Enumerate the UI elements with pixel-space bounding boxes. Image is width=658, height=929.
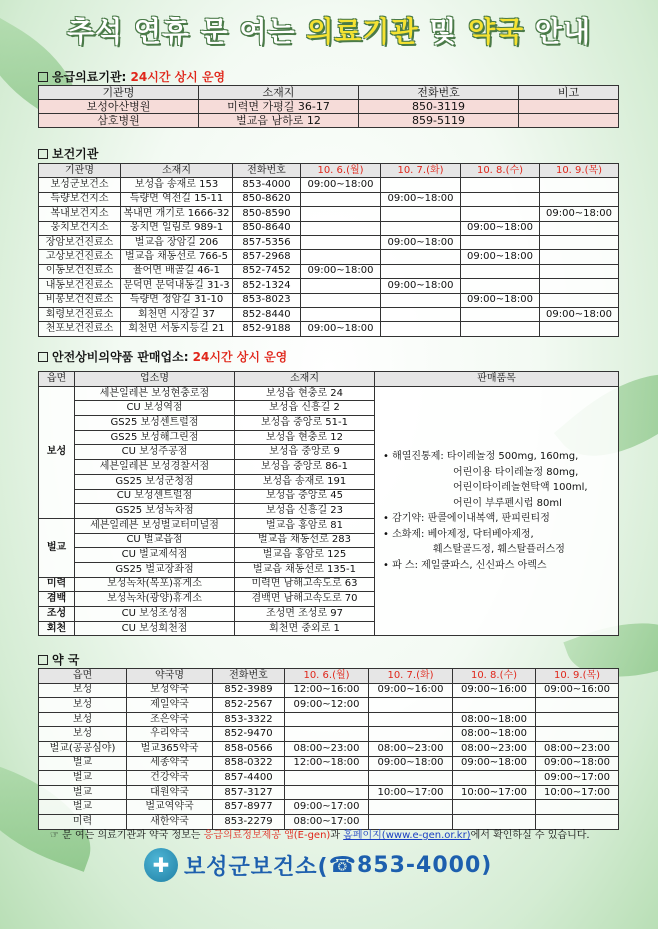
table-cell: 득량보건지소 [39, 192, 121, 206]
table-row [39, 683, 619, 698]
table-cell [369, 712, 453, 727]
title-highlight: 의료기관 [306, 15, 419, 48]
town-cell: 벌교 [39, 518, 75, 577]
table-cell [461, 322, 540, 336]
table-cell: 852-1324 [233, 279, 301, 293]
table-cell: 09:00~18:00 [381, 235, 461, 249]
table-cell: 10:00~17:00 [453, 785, 536, 800]
table-cell [285, 712, 369, 727]
table-cell [381, 293, 461, 307]
table-cell: 보성읍 송재로 153 [121, 178, 233, 192]
table-cell: 득량면 역전길 15-11 [121, 192, 233, 206]
emergency-table [38, 85, 619, 128]
table-cell: 09:00~18:00 [540, 207, 619, 221]
table-cell: 09:00~16:00 [369, 683, 453, 698]
table-cell [301, 279, 381, 293]
table-cell: 조은약국 [127, 712, 213, 727]
table-cell: 웅치면 일림로 989-1 [121, 221, 233, 235]
table-cell: 벌교365약국 [127, 741, 213, 756]
table-cell: CU 보성주공점 [75, 445, 235, 460]
table-row [39, 307, 619, 321]
table-cell [461, 192, 540, 206]
town-cell: 보성 [39, 386, 75, 518]
table-cell: 문덕면 문덕내동길 31-3 [121, 279, 233, 293]
table-cell: 857-4400 [213, 771, 285, 786]
checkbox-icon [38, 655, 48, 665]
table-cell [536, 800, 619, 815]
table-cell: 852-8440 [233, 307, 301, 321]
table-cell [301, 307, 381, 321]
title-part: 및 [418, 15, 469, 48]
table-cell [461, 235, 540, 249]
table-cell: 대원약국 [127, 785, 213, 800]
table-cell: 09:00~18:00 [536, 756, 619, 771]
column-header: 10. 6.(월) [285, 669, 369, 684]
table-cell: 850-8640 [233, 221, 301, 235]
section-heading-otc: 안전상비의약품 판매업소: 24시간 상시 운영 [38, 348, 287, 365]
table-row [39, 100, 619, 114]
table-cell: 857-5356 [233, 235, 301, 249]
table-cell: 벌교읍 남하로 12 [199, 114, 359, 128]
table-cell [540, 192, 619, 206]
table-cell [461, 264, 540, 278]
table-cell: 제일약국 [127, 698, 213, 713]
section-heading-emergency: 응급의료기관: 24시간 상시 운영 [38, 68, 225, 85]
table-cell: 853-8023 [233, 293, 301, 307]
table-cell: 08:00~18:00 [453, 712, 536, 727]
table-row [39, 264, 619, 278]
table-cell: 850-8590 [233, 207, 301, 221]
table-cell: 복내면 개기로 1666-32 [121, 207, 233, 221]
section-heading-health: 보건기관 [38, 145, 98, 162]
table-cell [369, 727, 453, 742]
title-part: 안내 [524, 15, 592, 48]
table-cell [285, 727, 369, 742]
column-header: 전화번호 [359, 86, 519, 100]
column-header: 기관명 [39, 86, 199, 100]
table-cell: 보성약국 [127, 683, 213, 698]
table-cell: GS25 벌교장좌점 [75, 562, 235, 577]
table-cell: 09:00~18:00 [301, 178, 381, 192]
table-cell: 보성아산병원 [39, 100, 199, 114]
table-cell: 미력면 가평길 36-17 [199, 100, 359, 114]
website-link[interactable]: 홈페이지(www.e-gen.or.kr) [343, 830, 471, 841]
table-cell: 09:00~16:00 [453, 683, 536, 698]
table-cell: 벌교 [39, 800, 127, 815]
table-cell: CU 벌교읍점 [75, 533, 235, 548]
table-cell: GS25 보성군청점 [75, 474, 235, 489]
otc-item: 훼스탈골드정, 훼스탈플러스정 [433, 544, 565, 556]
table-cell: CU 보성조성점 [75, 607, 235, 622]
footer: ✚ 보성군보건소( ☎853-4000 ) [144, 848, 492, 882]
otc-item: 어린이타이레놀현탁액 100ml, [453, 482, 588, 494]
health-center-logo-icon: ✚ [144, 848, 178, 882]
table-cell [461, 307, 540, 321]
table-cell: 859-5119 [359, 114, 519, 128]
table-cell: 벌교읍 채동선로 283 [235, 533, 375, 548]
info-note: ☞ 문 여는 의료기관과 약국 정보는 응급의료정보제공 앱(E-gen)과 홈페이지(www.e-gen.or.kr)에서 확인하실 수 있습니다. [50, 830, 590, 841]
table-cell: 회천면 시장길 37 [121, 307, 233, 321]
table-row [39, 250, 619, 264]
table-cell: 09:00~18:00 [540, 307, 619, 321]
table-cell [461, 207, 540, 221]
table-cell [301, 221, 381, 235]
table-cell [285, 785, 369, 800]
table-cell: 벌교읍 채동선로 766-5 [121, 250, 233, 264]
table-cell: 08:00~23:00 [453, 741, 536, 756]
table-cell [536, 698, 619, 713]
table-cell: 09:00~18:00 [381, 279, 461, 293]
column-header: 전화번호 [213, 669, 285, 684]
health-table [38, 163, 619, 337]
table-cell: 회령보건진료소 [39, 307, 121, 321]
table-cell: GS25 보성센트럴점 [75, 416, 235, 431]
table-cell [540, 221, 619, 235]
table-cell [540, 264, 619, 278]
table-row [39, 322, 619, 336]
table-cell: 삼호병원 [39, 114, 199, 128]
table-cell: 득량면 정암길 31-10 [121, 293, 233, 307]
pharmacy-table [38, 668, 619, 830]
table-cell: 852-9188 [233, 322, 301, 336]
column-header: 소재지 [199, 86, 359, 100]
table-cell: 09:00~18:00 [461, 293, 540, 307]
table-cell [461, 279, 540, 293]
column-header: 10. 7.(화) [381, 164, 461, 178]
column-header: 10. 8.(수) [453, 669, 536, 684]
table-cell: 858-0566 [213, 741, 285, 756]
column-header: 전화번호 [233, 164, 301, 178]
table-cell: 보성 [39, 698, 127, 713]
table-cell: 08:00~17:00 [285, 814, 369, 829]
column-header: 소재지 [235, 372, 375, 387]
table-cell: 08:00~18:00 [453, 727, 536, 742]
table-cell [301, 250, 381, 264]
table-cell: 보성녹차(목포)휴게소 [75, 577, 235, 592]
table-cell: 09:00~17:00 [285, 800, 369, 815]
table-cell: 보성읍 현충로 24 [235, 386, 375, 401]
table-cell: 09:00~18:00 [301, 322, 381, 336]
table-cell: 장암보건진료소 [39, 235, 121, 249]
table-row [39, 114, 619, 128]
table-cell: 보성읍 중앙로 86-1 [235, 460, 375, 475]
table-cell: 852-2567 [213, 698, 285, 713]
table-row [39, 235, 619, 249]
table-cell: 08:00~23:00 [536, 741, 619, 756]
table-row [39, 192, 619, 206]
table-cell [381, 178, 461, 192]
footer-name: 보성군보건소( [184, 854, 329, 880]
table-cell: 09:00~12:00 [285, 698, 369, 713]
table-cell: 천포보건진료소 [39, 322, 121, 336]
table-row [39, 386, 619, 401]
table-cell [453, 771, 536, 786]
table-cell [301, 192, 381, 206]
title-part: 추석 연휴 문 여는 [66, 15, 307, 48]
table-cell: 벌교읍 홍암로 125 [235, 548, 375, 563]
column-header: 소재지 [121, 164, 233, 178]
table-cell [381, 250, 461, 264]
checkbox-icon [38, 149, 48, 159]
table-cell [540, 250, 619, 264]
otc-item: 어린이용 타이레놀정 80mg, [453, 466, 579, 478]
table-cell [453, 698, 536, 713]
table-cell: 12:00~16:00 [285, 683, 369, 698]
column-header: 읍면 [39, 372, 75, 387]
table-row [39, 279, 619, 293]
table-cell [301, 207, 381, 221]
table-cell: 벌교 [39, 785, 127, 800]
table-cell: CU 보성센트럴점 [75, 489, 235, 504]
table-cell: 보성군보건소 [39, 178, 121, 192]
column-header: 읍면 [39, 669, 127, 684]
table-cell: GS25 보성녹차점 [75, 504, 235, 519]
table-cell: 09:00~17:00 [536, 771, 619, 786]
table-cell: 보성읍 중앙로 45 [235, 489, 375, 504]
table-cell [540, 279, 619, 293]
table-cell: 보성읍 신흥길 2 [235, 401, 375, 416]
table-cell: 852-3989 [213, 683, 285, 698]
table-cell [301, 293, 381, 307]
column-header: 10. 8.(수) [461, 164, 540, 178]
table-row [39, 727, 619, 742]
table-cell: 벌교읍 채동선로 135-1 [235, 562, 375, 577]
table-cell: 새한약국 [127, 814, 213, 829]
town-cell: 미력 [39, 577, 75, 592]
table-cell: 12:00~18:00 [285, 756, 369, 771]
table-cell: 벌교읍 장암길 206 [121, 235, 233, 249]
table-cell: CU 보성역점 [75, 401, 235, 416]
otc-item: 어린이 부루펜시럽 80ml [453, 497, 562, 509]
table-cell [540, 293, 619, 307]
table-cell [519, 100, 619, 114]
table-cell: 복내보건지소 [39, 207, 121, 221]
table-cell: 보성읍 송재로 191 [235, 474, 375, 489]
table-row [39, 756, 619, 771]
table-cell: 웅치보건지소 [39, 221, 121, 235]
table-cell [369, 698, 453, 713]
table-cell: 853-3322 [213, 712, 285, 727]
table-cell: 08:00~23:00 [369, 741, 453, 756]
column-header: 비고 [519, 86, 619, 100]
table-cell: 09:00~18:00 [461, 221, 540, 235]
town-cell: 조성 [39, 607, 75, 622]
page-title [0, 10, 658, 50]
table-cell: 벌교읍 홍암로 81 [235, 518, 375, 533]
otc-table [38, 371, 619, 636]
table-cell: 벌교(공공심야) [39, 741, 127, 756]
otc-items-list [375, 386, 619, 636]
table-cell [540, 235, 619, 249]
town-cell: 회천 [39, 621, 75, 636]
table-cell: 이동보건진료소 [39, 264, 121, 278]
table-cell: 미력면 남해고속도로 63 [235, 577, 375, 592]
table-cell: 건강약국 [127, 771, 213, 786]
column-header: 판매품목 [375, 372, 619, 387]
otc-item: • 소화제: 베아제정, 닥터베아제정, [383, 528, 534, 540]
town-cell: 겸백 [39, 592, 75, 607]
table-row [39, 712, 619, 727]
table-cell: 우리약국 [127, 727, 213, 742]
table-cell: 10:00~17:00 [369, 785, 453, 800]
otc-item: • 감기약: 판콜에이내복액, 판피린티정 [383, 513, 550, 525]
table-cell [453, 800, 536, 815]
table-cell: 857-8977 [213, 800, 285, 815]
footer-phone: ☎853-4000 [328, 852, 482, 878]
table-cell: 09:00~16:00 [536, 683, 619, 698]
table-cell: 세븐일레븐 보성벌교터미널점 [75, 518, 235, 533]
table-cell: 보성녹차(광양)휴게소 [75, 592, 235, 607]
table-row [39, 221, 619, 235]
table-cell: 보성읍 신흥길 23 [235, 504, 375, 519]
otc-item: • 해열진통제: 타이레놀정 500mg, 160mg, [383, 451, 579, 463]
table-row [39, 771, 619, 786]
table-cell: 보성읍 중앙로 51-1 [235, 416, 375, 431]
table-cell: 조성면 조성로 97 [235, 607, 375, 622]
table-cell: 고상보건진료소 [39, 250, 121, 264]
table-cell [540, 322, 619, 336]
table-row [39, 800, 619, 815]
table-cell: 10:00~17:00 [536, 785, 619, 800]
table-row [39, 785, 619, 800]
table-cell: 미력 [39, 814, 127, 829]
table-cell [369, 771, 453, 786]
table-cell [519, 114, 619, 128]
table-cell: 09:00~18:00 [461, 250, 540, 264]
table-cell: GS25 보성해그린점 [75, 430, 235, 445]
table-cell: 857-2968 [233, 250, 301, 264]
table-cell: 보성읍 현충로 12 [235, 430, 375, 445]
table-cell: 09:00~18:00 [301, 264, 381, 278]
table-cell: 857-3127 [213, 785, 285, 800]
column-header: 기관명 [39, 164, 121, 178]
table-cell: 08:00~23:00 [285, 741, 369, 756]
otc-item: • 파 스: 제일쿨파스, 신신파스 아렉스 [383, 559, 547, 571]
column-header: 10. 9.(목) [540, 164, 619, 178]
column-header: 10. 9.(목) [536, 669, 619, 684]
table-cell: 세종약국 [127, 756, 213, 771]
table-cell [540, 178, 619, 192]
table-cell: 회천면 중외로 1 [235, 621, 375, 636]
table-cell: CU 보성회천점 [75, 621, 235, 636]
table-cell: 853-4000 [233, 178, 301, 192]
column-header: 업소명 [75, 372, 235, 387]
table-cell: 09:00~18:00 [369, 756, 453, 771]
table-cell: 보성 [39, 712, 127, 727]
table-cell: 850-3119 [359, 100, 519, 114]
table-cell: 보성 [39, 683, 127, 698]
table-cell: 세븐일레븐 보성경찰서점 [75, 460, 235, 475]
table-cell: 비봉보건진료소 [39, 293, 121, 307]
table-cell: 겸백면 남해고속도로 70 [235, 592, 375, 607]
table-cell: 850-8620 [233, 192, 301, 206]
checkbox-icon [38, 352, 48, 362]
table-cell: 858-0322 [213, 756, 285, 771]
table-cell [461, 178, 540, 192]
table-cell: 853-2279 [213, 814, 285, 829]
table-cell [285, 771, 369, 786]
table-row [39, 293, 619, 307]
table-cell [381, 221, 461, 235]
table-cell [301, 235, 381, 249]
column-header: 10. 6.(월) [301, 164, 381, 178]
column-header: 약국명 [127, 669, 213, 684]
table-cell: 벌교역약국 [127, 800, 213, 815]
table-cell: 09:00~18:00 [381, 192, 461, 206]
table-cell: 회천면 서동지등길 21 [121, 322, 233, 336]
table-cell [381, 307, 461, 321]
table-cell: 09:00~18:00 [453, 756, 536, 771]
table-cell [381, 322, 461, 336]
table-cell: 852-7452 [233, 264, 301, 278]
title-highlight: 약국 [468, 15, 525, 48]
table-cell: 벌교 [39, 756, 127, 771]
table-cell: 보성읍 중앙로 9 [235, 445, 375, 460]
table-cell [536, 727, 619, 742]
table-row [39, 178, 619, 192]
table-cell: 율어면 배골길 46-1 [121, 264, 233, 278]
table-cell: 세븐일레븐 보성현충로점 [75, 386, 235, 401]
table-cell: 보성 [39, 727, 127, 742]
table-cell: CU 벌교제석점 [75, 548, 235, 563]
table-row [39, 741, 619, 756]
section-heading-pharmacy: 약 국 [38, 651, 79, 668]
column-header: 10. 7.(화) [369, 669, 453, 684]
table-cell: 벌교 [39, 771, 127, 786]
table-cell [381, 207, 461, 221]
table-cell [381, 264, 461, 278]
table-cell [536, 712, 619, 727]
table-row [39, 698, 619, 713]
checkbox-icon [38, 72, 48, 82]
table-cell: 내동보건진료소 [39, 279, 121, 293]
table-row [39, 207, 619, 221]
table-cell [369, 800, 453, 815]
table-cell: 852-9470 [213, 727, 285, 742]
